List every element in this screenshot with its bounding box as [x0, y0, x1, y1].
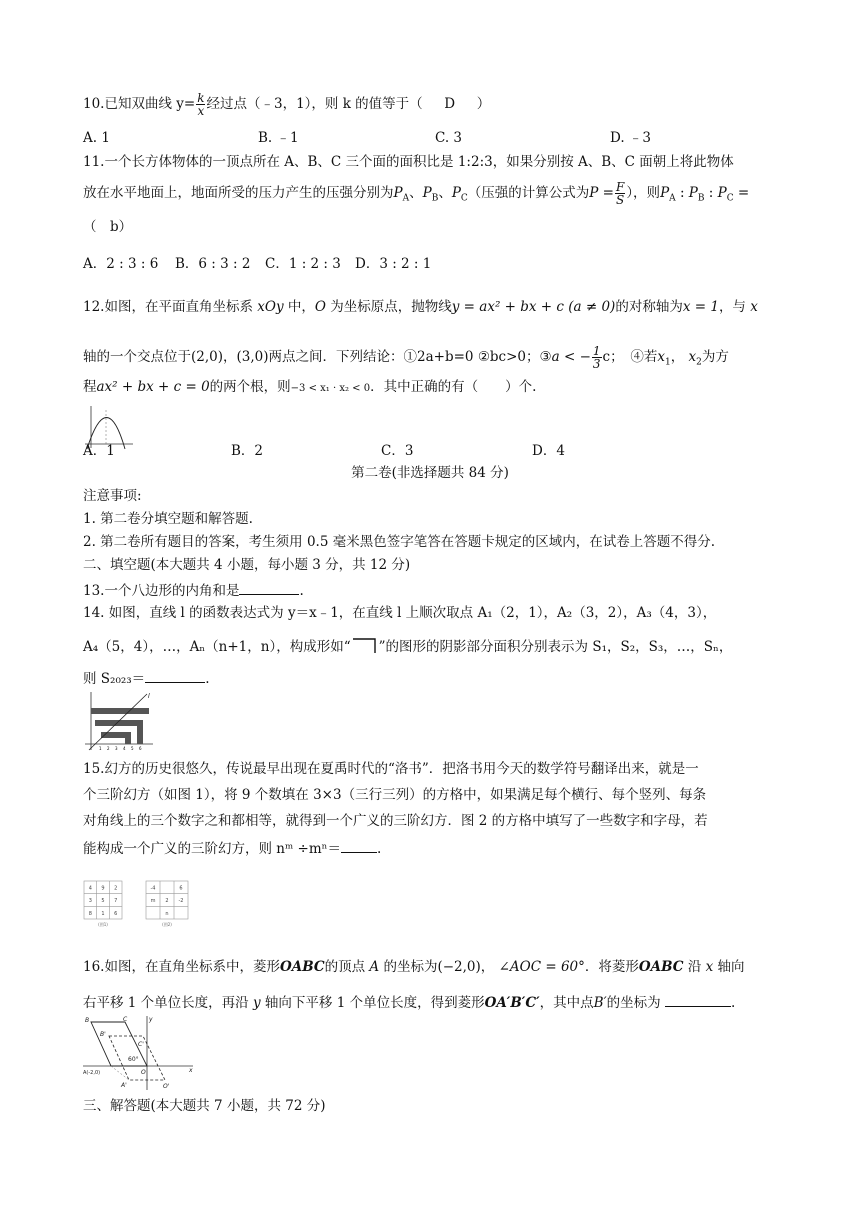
label-O-prime: O' — [163, 1083, 170, 1090]
option-d: D. ﹣3 — [610, 130, 652, 146]
option-c: C. 3 — [435, 130, 463, 146]
q12-fraction: $\frac{1}{3}$ — [592, 344, 601, 371]
g1-cell: 3 — [88, 898, 92, 904]
q12-line3: 程ax² + bx + c = 0的两个根，则−3 < x₁ · x₂ < 0．其中正确的有（ ）个. — [83, 379, 537, 395]
tick-6: 6 — [139, 746, 142, 751]
q10-stem: 10.已知双曲线 y= $\frac{k}{x}$ 经过点（﹣3，1），则 k 的值等于（ D ） — [83, 91, 491, 118]
q12-line2: 轴的一个交点位于(2,0)，(3,0)两点之间．下列结论：①2a+b=0 ②bc>0；③a < − $\frac{1}{3}$ c； ④若$x_1$， $x_2$为方 — [83, 344, 729, 371]
section3-title: 三、解答题(本大题共 7 小题，共 72 分) — [83, 1098, 326, 1114]
tick-5: 5 — [131, 746, 134, 751]
axis-x-label: x — [189, 1067, 193, 1074]
q12-line1: 12.如图，在平面直角坐标系 xOy 中，O 为坐标原点，抛物线y = ax² + bx + c (a ≠ 0)的对称轴为x = 1，与 x — [83, 299, 758, 315]
line-l-label: l — [148, 693, 150, 700]
g1-cell: 9 — [101, 885, 105, 892]
q11-line2: 放在水平地面上，地面所受的压力产生的压强分别为$P_A$、$P_B$、$P_C$（压强的计算公式为P = $\frac{F}{S}$ ），则$P_A$ : $P_B$ : $P_C$ = — [83, 180, 750, 207]
q13-blank — [239, 580, 299, 595]
g1-cell: 6 — [114, 910, 118, 917]
label-A: A(-2,0) — [83, 1070, 101, 1076]
g1-cell: 8 — [88, 910, 92, 917]
q14-line2: A₄（5，4），…，Aₙ（n+1，n），构成形如“ ”的图形的阴影部分面积分别表示为 S₁，S₂，S₃，…，Sₙ， — [83, 639, 733, 655]
g1-cell: 2 — [114, 885, 118, 892]
q15-line4: 能构成一个广义的三阶幻方，则 nᵐ ÷mⁿ＝ . — [83, 838, 381, 858]
g2-cell: n — [165, 910, 169, 917]
q14-line1: 14. 如图，直线 l 的函数表达式为 y＝x﹣1，在直线 l 上顺次取点 A₁（2，1），A₂（3，2），A₃（4，3）， — [83, 605, 717, 621]
magic-square-figure-1 — [83, 880, 123, 928]
q15-line1: 15.幻方的历史很悠久，传说最早出现在夏禹时代的“洛书”．把洛书用今天的数学符号翻译出来，就是一 — [83, 761, 699, 777]
q16-line2: 右平移 1 个单位长度，再沿 y 轴向下平移 1 个单位长度，得到菱形OA′B′C′，其中点B′的坐标为 . — [83, 992, 735, 1012]
g2-cell: 2 — [165, 898, 169, 904]
notice-heading: 注意事项: — [83, 488, 142, 504]
tick-3: 3 — [115, 746, 118, 751]
label-C: C — [123, 1016, 128, 1023]
notice-1: 1. 第二卷分填空题和解答题. — [83, 511, 253, 527]
q10-fraction: $\frac{k}{x}$ — [197, 91, 205, 118]
tick-2: 2 — [107, 746, 110, 751]
g2-cell: m — [150, 898, 156, 904]
notice-2: 2. 第二卷所有题目的答案，考生须用 0.5 毫米黑色签字笔答在答题卡规定的区域内，在试卷上答题不得分. — [83, 534, 716, 550]
q14-blank — [145, 668, 205, 683]
angle-label: 60° — [128, 1056, 139, 1063]
section2-title: 第二卷(非选择题共 84 分) — [351, 465, 509, 481]
tick-4: 4 — [123, 746, 126, 751]
label-C-prime: C' — [138, 1041, 144, 1048]
g2-cell: -4 — [150, 885, 156, 892]
q11-line1: 11.一个长方体物体的一顶点所在 A、B、C 三个面的面积比是 1:2:3，如果分别按 A、B、C 面朝上将此物体 — [83, 154, 734, 170]
g1-cell: 7 — [114, 898, 118, 904]
g2-cell: -2 — [178, 898, 184, 904]
option-b: B．2 — [231, 443, 264, 459]
label-B-prime: B' — [100, 1031, 106, 1038]
fill-section-title: 二、填空题(本大题共 4 小题，每小题 3 分，共 12 分) — [83, 557, 411, 573]
q15-line3: 对角线上的三个数字之和都相等，就得到一个广义的三阶幻方．图 2 的方格中填写了一些数字和字母，若 — [83, 813, 708, 829]
option-a: A. 1 — [83, 130, 110, 146]
q11-fraction: $\frac{F}{S}$ — [615, 180, 625, 207]
magic-square-figure-2 — [145, 880, 189, 928]
bracket-shape-icon — [351, 637, 379, 653]
q15-blank — [341, 838, 377, 853]
option-a: A．1 — [83, 443, 115, 459]
q16-rhombus-figure — [83, 1014, 195, 1092]
q14-staircase-figure — [83, 690, 155, 752]
q10-answer: D — [444, 96, 456, 112]
fig1-caption: (图1) — [98, 922, 108, 927]
q16-blank — [665, 992, 731, 1007]
option-d: D．3 : 2 : 1 — [355, 256, 432, 272]
q13: 13.一个八边形的内角和是 . — [83, 580, 304, 600]
option-b: B．6 : 3 : 2 — [175, 256, 251, 272]
axis-y-label: y — [149, 1016, 153, 1023]
q16-line1: 16.如图，在直角坐标系中，菱形OABC的顶点 A 的坐标为(−2,0)， ∠AOC = 60°．将菱形OABC 沿 x 轴向 — [83, 959, 745, 975]
g1-cell: 5 — [101, 898, 105, 904]
q14-line3: 则 S₂₀₂₃＝ . — [83, 668, 209, 688]
option-c: C．1 : 2 : 3 — [265, 256, 341, 272]
tick-1: 1 — [99, 746, 102, 751]
g1-cell: 1 — [101, 910, 105, 917]
option-c: C．3 — [381, 443, 414, 459]
label-B: B — [85, 1017, 90, 1024]
label-O: O — [141, 1069, 146, 1076]
option-b: B. ﹣1 — [258, 130, 299, 146]
option-d: D．4 — [532, 443, 565, 459]
q11-line3: （ b） — [83, 219, 133, 235]
g2-cell: 6 — [179, 885, 183, 892]
fig2-caption: (图2) — [162, 922, 172, 927]
label-A-prime: A' — [121, 1082, 127, 1089]
option-a: A．2 : 3 : 6 — [83, 256, 159, 272]
g1-cell: 4 — [88, 885, 92, 892]
q15-line2: 个三阶幻方（如图 1），将 9 个数填在 3×3（三行三列）的方格中，如果满足每个横行、每个竖列、每条 — [83, 787, 707, 803]
